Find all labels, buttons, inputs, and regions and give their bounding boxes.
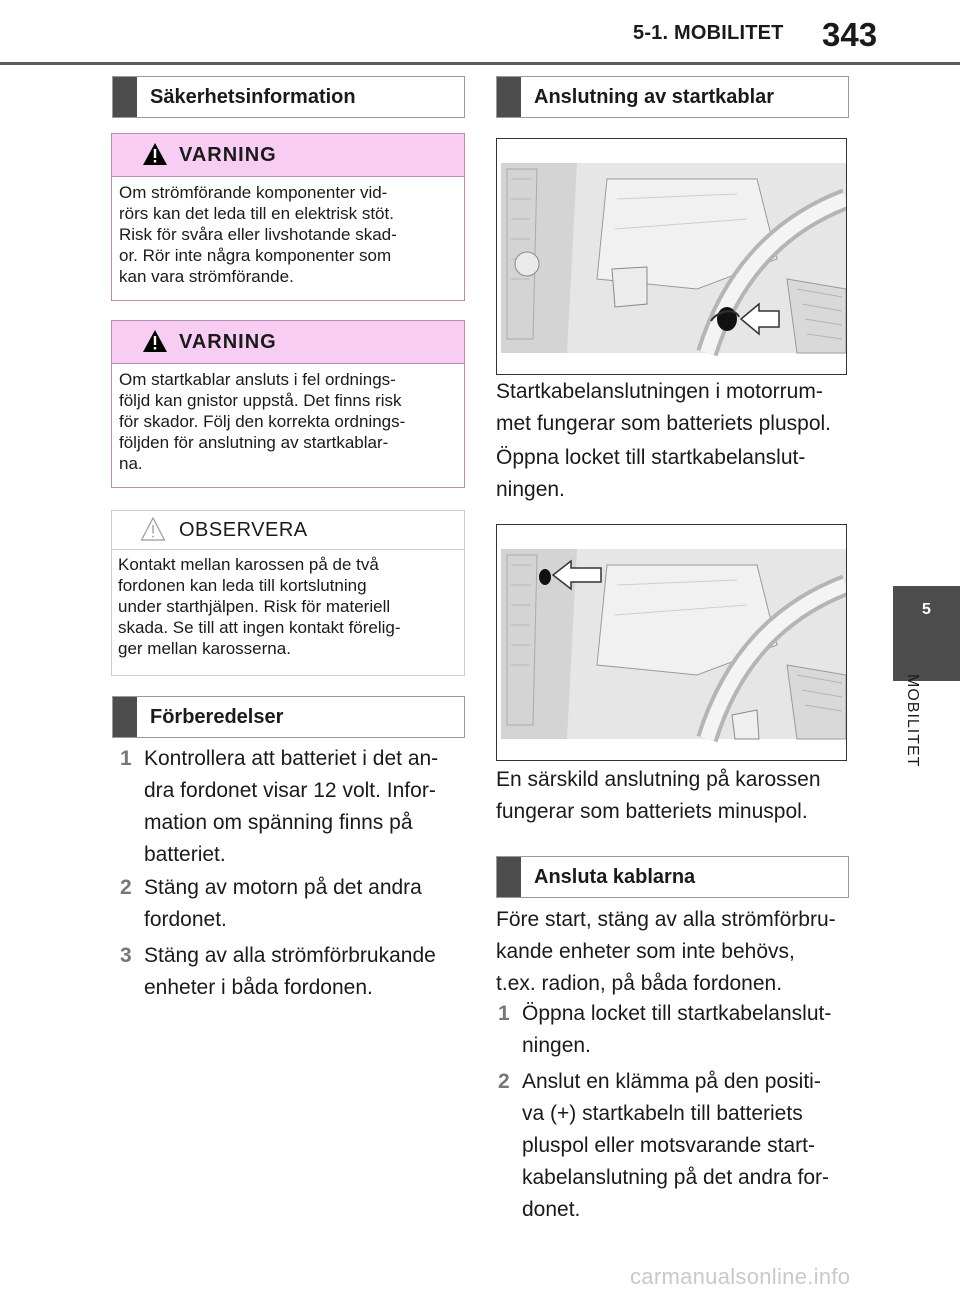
paragraph-line: Startkabelanslutningen i motorrum- (496, 380, 823, 403)
safety-heading-box (112, 76, 465, 118)
paragraph-line: kande enheter som inte behövs, (496, 940, 795, 963)
connection-heading: Anslutning av startkablar (534, 86, 775, 108)
warning-line: för skador. Följ den korrekta ordnings- (119, 412, 406, 431)
step-text (144, 743, 464, 871)
paragraph-negative-terminal (496, 764, 856, 828)
step-line: Anslut en klämma på den positi- (522, 1070, 821, 1093)
warning-label: VARNING (179, 331, 277, 353)
warning-line: följd kan gnistor uppstå. Det finns risk (119, 391, 402, 410)
step-line: batteriet. (144, 843, 226, 866)
step-line: Stäng av motorn på det andra (144, 876, 422, 899)
step-text (144, 940, 464, 1004)
list-item (120, 872, 465, 936)
warning-box-2 (111, 320, 465, 488)
step-line: kabelanslutning på det andra for- (522, 1166, 830, 1189)
list-item (120, 743, 465, 871)
step-number: 2 (498, 1070, 510, 1093)
notice-line: Kontakt mellan karossen på de två (118, 555, 379, 574)
step-line: dra fordonet visar 12 volt. Infor- (144, 779, 436, 802)
connect-heading: Ansluta kablarna (534, 866, 696, 888)
warning-text (112, 364, 464, 474)
step-line: mation om spänning finns på (144, 811, 413, 834)
notice-text (112, 550, 464, 659)
paragraph-line: ningen. (496, 478, 565, 501)
safety-heading: Säkerhetsinformation (150, 86, 356, 108)
step-line: va (+) startkabeln till batteriets (522, 1102, 803, 1125)
step-number: 1 (120, 747, 132, 770)
paragraph-line: Öppna locket till startkabelanslut- (496, 446, 806, 469)
warning-line: rörs kan det leda till en elektrisk stöt. (119, 204, 394, 223)
paragraph-line: fungerar som batteriets minuspol. (496, 800, 808, 823)
step-line: fordonet. (144, 908, 227, 931)
connect-heading-box (496, 856, 849, 898)
heading-bar (497, 857, 521, 897)
paragraph-open-cover (496, 442, 856, 506)
paragraph-line: t.ex. radion, på båda fordonen. (496, 972, 783, 995)
notice-line: skada. Se till att ingen kontakt förelig- (118, 618, 401, 637)
paragraph-positive-terminal (496, 376, 856, 440)
list-item (120, 940, 465, 1004)
warning-triangle-icon (142, 142, 168, 166)
notice-triangle-icon (140, 516, 166, 542)
chapter-label: MOBILITET (904, 674, 921, 768)
section-title: 5-1. MOBILITET (633, 22, 784, 44)
prep-heading: Förberedelser (150, 706, 284, 728)
step-line: donet. (522, 1198, 581, 1221)
list-item (498, 998, 853, 1062)
warning-line: kan vara strömförande. (119, 267, 294, 286)
step-line: Kontrollera att batteriet i det an- (144, 747, 439, 770)
heading-bar (113, 697, 137, 737)
connection-heading-box (496, 76, 849, 118)
page-number: 343 (822, 16, 878, 53)
engine-bay-figure-negative (496, 524, 847, 761)
paragraph-line: Före start, stäng av alla strömförbru- (496, 908, 836, 931)
notice-label: OBSERVERA (179, 519, 308, 541)
list-item (498, 1066, 853, 1226)
warning-line: or. Rör inte några komponenter som (119, 246, 392, 265)
heading-bar (113, 77, 137, 117)
engine-bay-illustration (497, 525, 846, 760)
chapter-number: 5 (922, 601, 931, 618)
step-text (522, 998, 852, 1062)
warning-line: na. (119, 454, 143, 473)
engine-bay-illustration (497, 139, 846, 374)
warning-line: Risk för svåra eller livshotande skad- (119, 225, 397, 244)
step-number: 2 (120, 876, 132, 899)
step-number: 3 (120, 944, 132, 967)
engine-bay-figure-positive (496, 138, 847, 375)
step-number: 1 (498, 1002, 510, 1025)
paragraph-line: En särskild anslutning på karossen (496, 768, 821, 791)
heading-bar (497, 77, 521, 117)
watermark-text: carmanualsonline.info (630, 1264, 851, 1289)
paragraph-before-start (496, 904, 856, 1000)
step-line: ningen. (522, 1034, 591, 1057)
step-text (144, 872, 464, 936)
warning-header (112, 134, 464, 177)
notice-header (112, 511, 464, 550)
notice-line: fordonen kan leda till kortslutning (118, 576, 367, 595)
step-text (522, 1066, 852, 1226)
step-line: Öppna locket till startkabelanslut- (522, 1002, 832, 1025)
warning-text (112, 177, 464, 287)
warning-line: Om strömförande komponenter vid- (119, 183, 388, 202)
notice-line: ger mellan karosserna. (118, 639, 291, 658)
step-line: enheter i båda fordonen. (144, 976, 373, 999)
warning-line: Om startkablar ansluts i fel ordnings- (119, 370, 396, 389)
notice-box (111, 510, 465, 676)
chapter-tab (893, 586, 960, 681)
chapter-label-container (893, 674, 933, 824)
notice-line: under starthjälpen. Risk för materiell (118, 597, 391, 616)
step-line: pluspol eller motsvarande start- (522, 1134, 815, 1157)
warning-box-1 (111, 133, 465, 301)
warning-line: följden för anslutning av startkablar- (119, 433, 389, 452)
paragraph-line: met fungerar som batteriets pluspol. (496, 412, 831, 435)
warning-header (112, 321, 464, 364)
prep-heading-box (112, 696, 465, 738)
header-rule (0, 62, 960, 65)
step-line: Stäng av alla strömförbrukande (144, 944, 436, 967)
warning-triangle-icon (142, 329, 168, 353)
warning-label: VARNING (179, 144, 277, 166)
